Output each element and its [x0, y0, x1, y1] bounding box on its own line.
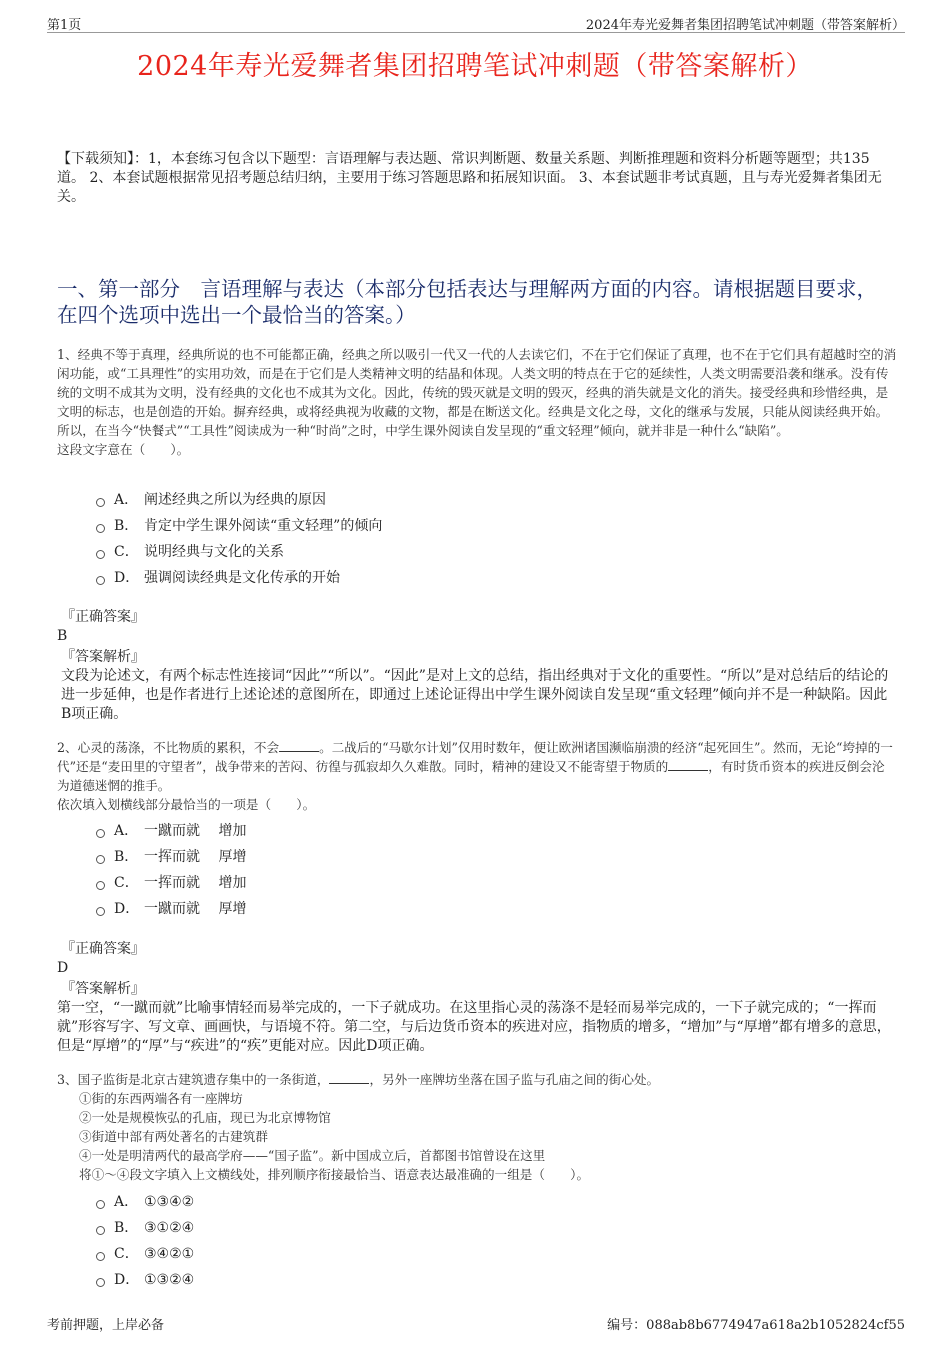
option-a[interactable]: A． 阐述经典之所以为经典的原因	[96, 487, 382, 513]
page-number: 第1页	[47, 18, 82, 33]
radio-button[interactable]	[96, 1226, 105, 1235]
question-1-options	[96, 487, 382, 591]
fill-blank	[668, 758, 708, 771]
fill-blank	[279, 739, 319, 752]
footer-slogan: 考前押题，上岸必备	[47, 1318, 165, 1333]
question-3-options	[96, 1189, 194, 1293]
correct-answer: D	[57, 960, 69, 976]
radio-button[interactable]	[96, 881, 105, 890]
sentence-item: ②一处是规模恢弘的孔庙，现已为北京博物馆	[79, 1110, 331, 1125]
question-2-options	[96, 818, 246, 922]
correct-answer: B	[57, 628, 68, 644]
question-stem: 1、经典不等于真理，经典所说的也不可能都正确，经典之所以吸引一代又一代的人去读它们，不在于它们保证了真理，也不在于它们具有超越时空的消闲功能，或“工具理性”的实用功效，而是在于它们是人类精神文明的结晶和体现。人类文明的特点在于它的延续性，人类文明需要沿袭和继承。没有传统的文明不成其为文明，没有经典的文化也不成其为文化。因此，传统的毁灭就是文明的毁灭，经典的消失就是文化的消失。接受经典和珍惜经典，是文明的标志，也是创造的开始。摒弃经典，或将经典视为收藏的文物，都是在断送文化。经典是文化之母，文化的继承与发展，只能从阅读经典开始。所以，在当今“快餐式”“工具性”阅读成为一种“时尚”之时，中学生课外阅读自发呈现的“重文轻理”倾向，就并非是一种什么“缺陷”。	[57, 347, 897, 438]
radio-button[interactable]	[96, 1200, 105, 1209]
option-c[interactable]: C． 一挥而就 增加	[96, 870, 246, 896]
option-a[interactable]: A． ①③④②	[96, 1189, 194, 1215]
question-2	[57, 738, 897, 814]
page-header	[47, 14, 905, 33]
option-d[interactable]: D． ①③②④	[96, 1267, 194, 1293]
question-1	[57, 345, 897, 459]
option-d[interactable]: D． 强调阅读经典是文化传承的开始	[96, 565, 382, 591]
explanation-text: 第一空，“一蹴而就”比喻事情轻而易举完成的，一下子就成功。在这里指心灵的荡涤不是轻而易举完成的，一下子就完成的；“一挥而就”形容写字、写文章、画画快，与语境不符。第二空，与后边货币资本的疾进对应，指物质的增多，“增加”与“厚增”都有增多的意思，但是“厚增”的“厚”与“疾进”的“疾”更能对应。因此D项正确。	[57, 1000, 891, 1054]
option-c[interactable]: C． ③④②①	[96, 1241, 194, 1267]
sentence-item: ①街的东西两端各有一座牌坊	[79, 1091, 243, 1106]
question-3	[57, 1070, 897, 1184]
radio-button[interactable]	[96, 855, 105, 864]
radio-button[interactable]	[96, 907, 105, 916]
radio-button[interactable]	[96, 576, 105, 585]
answer-label: 『正确答案』	[61, 941, 145, 957]
option-b[interactable]: B． 肯定中学生课外阅读“重文轻理”的倾向	[96, 513, 382, 539]
question-prompt: 将①～④段文字填入上文横线处，排列顺序衔接最恰当、语意表达最准确的一组是（ ）。	[79, 1167, 590, 1182]
radio-button[interactable]	[96, 498, 105, 507]
page-title: 2024年寿光爱舞者集团招聘笔试冲刺题（带答案解析）	[137, 51, 813, 82]
header-doc-title: 2024年寿光爱舞者集团招聘笔试冲刺题（带答案解析）	[585, 18, 905, 33]
answer-label: 『正确答案』	[61, 609, 145, 625]
question-2-answer	[57, 940, 897, 1056]
download-notice: 【下载须知】：1，本套练习包含以下题型：言语理解与表达题、常识判断题、数量关系题、判断推理题和资料分析题等题型；共135道。 2、本套试题根据常见招考题总结归纳，主要用于练习答题思路和拓展知识面。 3、本套试题非考试真题，且与寿光爱舞者集团无关。	[57, 151, 882, 205]
question-stem: 3、国子监街是北京古建筑遗存集中的一条街道， ，另外一座牌坊坐落在国子监与孔庙之间的街心处。	[57, 1072, 660, 1087]
option-a[interactable]: A． 一蹴而就 增加	[96, 818, 246, 844]
radio-button[interactable]	[96, 1278, 105, 1287]
explanation-text: 文段为论述文，有两个标志性连接词“因此”“所以”。“因此”是对上文的总结，指出经典对于文化的重要性。“所以”是对总结后的结论的进一步延伸，也是作者进行上述论述的意图所在，即通过上述论证得出中学生课外阅读自发呈现“重文轻理”倾向并不是一种缺陷。因此B项正确。	[61, 668, 889, 722]
option-d[interactable]: D． 一蹴而就 厚增	[96, 896, 246, 922]
option-b[interactable]: B． 一挥而就 厚增	[96, 844, 246, 870]
radio-button[interactable]	[96, 524, 105, 533]
radio-button[interactable]	[96, 829, 105, 838]
sentence-item: ③街道中部有两处著名的古建筑群	[79, 1129, 268, 1144]
explanation-label: 『答案解析』	[61, 981, 145, 997]
radio-button[interactable]	[96, 1252, 105, 1261]
explanation-label: 『答案解析』	[61, 649, 145, 665]
option-b[interactable]: B． ③①②④	[96, 1215, 194, 1241]
radio-button[interactable]	[96, 550, 105, 559]
fill-blank	[329, 1071, 369, 1084]
question-1-answer	[57, 608, 897, 724]
section-title: 一、第一部分 言语理解与表达（本部分包括表达与理解两方面的内容。请根据题目要求，在四个选项中选出一个最恰当的答案。）	[57, 277, 877, 327]
sentence-item: ④一处是明清两代的最高学府——“国子监”。新中国成立后，首都图书馆曾设在这里	[79, 1148, 546, 1163]
question-prompt: 依次填入划横线部分最恰当的一项是（ ）。	[57, 797, 316, 812]
question-prompt: 这段文字意在（ ）。	[57, 442, 190, 457]
option-c[interactable]: C． 说明经典与文化的关系	[96, 539, 382, 565]
question-stem: 2、心灵的荡涤，不比物质的累积，不会 。二战后的“马歇尔计划”仅用时数年，便让欧洲诸国濒临崩溃的经济“起死回生”。然而，无论“垮掉的一代”还是“麦田里的守望者”，战争带来的苦闷、彷徨与孤寂却久久难散。同时，精神的建设又不能寄望于物质的 ，有时货币资本的疾进反倒会沦为道德迷惘的推手。	[57, 740, 893, 793]
footer-doc-id: 编号：088ab8b6774947a618a2b1052824cf55	[607, 1318, 905, 1333]
